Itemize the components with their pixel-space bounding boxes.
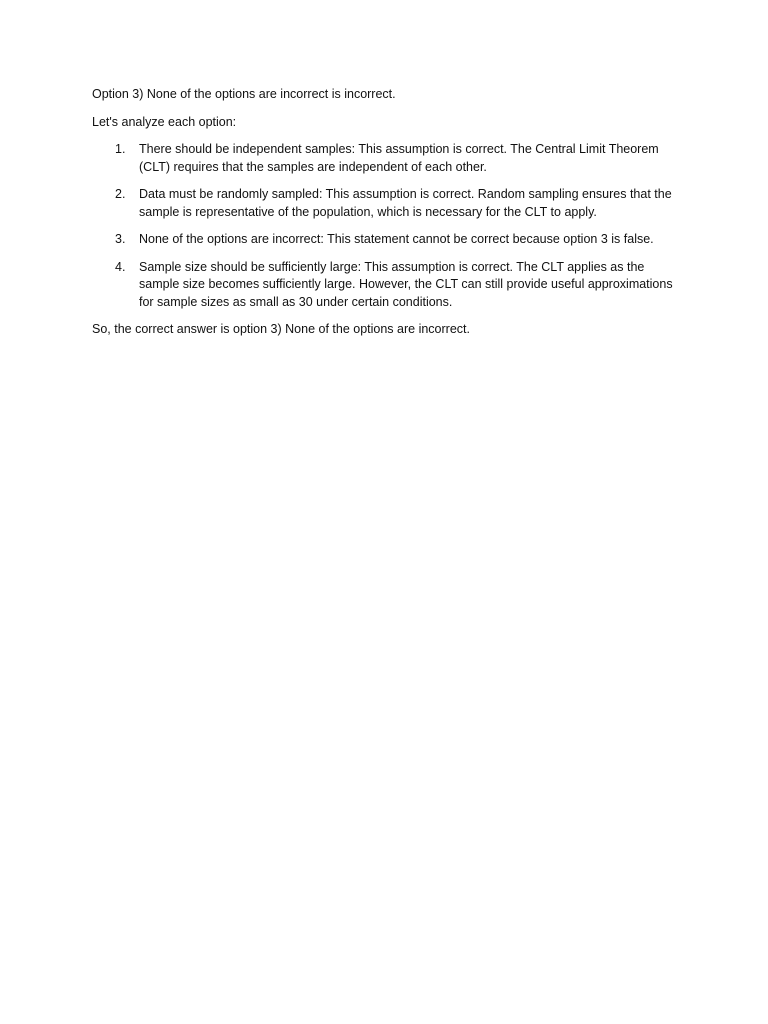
option-list [92,141,682,311]
conclusion-paragraph: So, the correct answer is option 3) None of the options are incorrect. [92,322,470,336]
list-item [92,259,682,312]
lead-paragraph: Let's analyze each option: [92,114,237,129]
list-item-text: None of the options are incorrect: This statement cannot be correct because option 3 is false. [139,232,654,246]
list-item-text: There should be independent samples: This assumption is correct. The Central Limit Theorem (CLT) requires that the samples are independent of each other. [139,142,659,174]
list-item-text: Data must be randomly sampled: This assumption is correct. Random sampling ensures that the sample is representative of the population, which is necessary for the CLT to apply. [139,187,672,219]
list-item [92,231,682,249]
list-item-number: 1. [115,142,126,156]
document-page [92,86,682,349]
list-item [92,186,682,221]
list-item [92,141,682,176]
list-item-number: 4. [115,259,126,274]
list-item-number: 2. [115,187,126,201]
list-item-text: Sample size should be sufficiently large: This assumption is correct. The CLT applies as the sample size becomes sufficiently large. However, the CLT can still provide useful approximations for sample sizes as small as 30 under certain conditions. [139,259,673,309]
list-item-number: 3. [115,232,126,246]
intro-paragraph: Option 3) None of the options are incorrect is incorrect. [92,87,396,101]
